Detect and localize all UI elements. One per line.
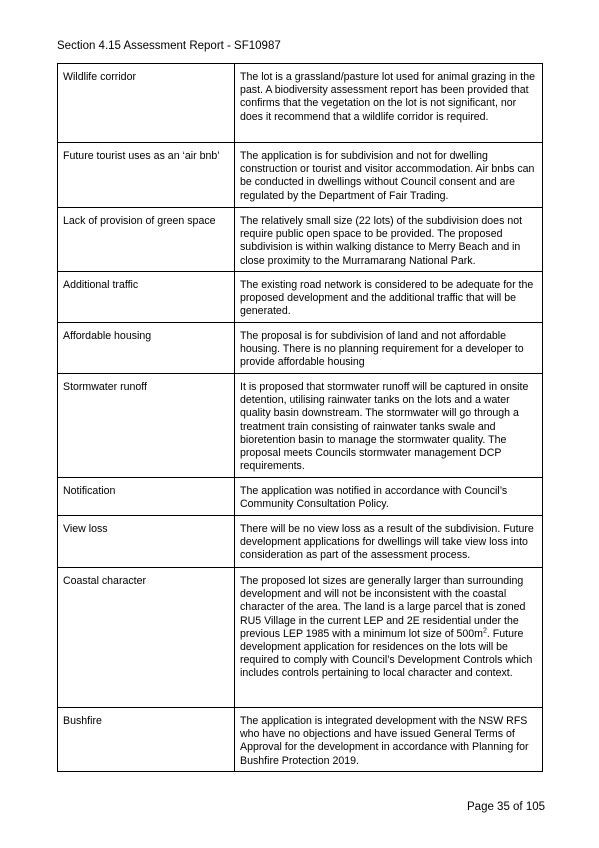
row-response bbox=[235, 568, 543, 708]
row-response: The existing road network is considered to be adequate for the proposed development and the additional traffic that will be generated. bbox=[235, 272, 543, 323]
superscript-2: 2 bbox=[483, 627, 487, 635]
table-row bbox=[58, 516, 543, 568]
row-topic: Notification bbox=[58, 478, 235, 516]
row-response: There will be no view loss as a result of the subdivision. Future development applications for dwellings will take view loss into consideration as part of the assessment process. bbox=[235, 516, 543, 568]
table-row bbox=[58, 568, 543, 708]
table-row bbox=[58, 374, 543, 478]
row-topic: View loss bbox=[58, 516, 235, 568]
row-response: The lot is a grassland/pasture lot used for animal grazing in the past. A biodiversity assessment report has been provided that confirms that the vegetation on the lot is not significant, nor does it recommend that a wildlife corridor is required. bbox=[235, 64, 543, 143]
table-row bbox=[58, 208, 543, 272]
row-response: The application is for subdivision and not for dwelling construction or tourist and visitor accommodation. Air bnbs can be conducted in dwellings without Council consent and are regulated by the Department of Fair Trading. bbox=[235, 143, 543, 208]
page-number: Page 35 of 105 bbox=[467, 801, 546, 813]
row-topic: Additional traffic bbox=[58, 272, 235, 323]
table-row bbox=[58, 478, 543, 516]
row-response: The application was notified in accordance with Council’s Community Consultation Policy. bbox=[235, 478, 543, 516]
row-response: The relatively small size (22 lots) of the subdivision does not require public open space to be provided. The proposed subdivision is within walking distance to Merry Beach and in close proximity to the Murramarang National Park. bbox=[235, 208, 543, 272]
row-response: The proposal is for subdivision of land and not affordable housing. There is no planning requirement for a developer to provide affordable housing bbox=[235, 323, 543, 374]
row-topic: Wildlife corridor bbox=[58, 64, 235, 143]
submissions-table bbox=[57, 63, 543, 772]
row-topic: Affordable housing bbox=[58, 323, 235, 374]
coastal-text-part-2: . Future development application for residences on the lots will be required to comply with Council’s Development Controls which includes controls pertaining to local character and context. bbox=[240, 627, 533, 680]
row-topic: Lack of provision of green space bbox=[58, 208, 235, 272]
table-row bbox=[58, 272, 543, 323]
row-response: It is proposed that stormwater runoff will be captured in onsite detention, utilising rainwater tanks on the lots and a water quality basin downstream. The stormwater will go through a treatment train consisting of rainwater tanks swale and bioretention basin to manage the stormwater quality. The proposal meets Councils stormwater management DCP requirements. bbox=[235, 374, 543, 478]
page-header: Section 4.15 Assessment Report - SF10987 bbox=[57, 40, 281, 52]
table-row bbox=[58, 708, 543, 772]
row-topic: Stormwater runoff bbox=[58, 374, 235, 478]
table-row bbox=[58, 64, 543, 143]
table-row bbox=[58, 143, 543, 208]
row-topic: Future tourist uses as an ‘air bnb’ bbox=[58, 143, 235, 208]
row-response: The application is integrated development with the NSW RFS who have no objections and have issued General Terms of Approval for the development in accordance with Planning for Bushfire Protection 2019. bbox=[235, 708, 543, 772]
row-topic: Bushfire bbox=[58, 708, 235, 772]
row-topic: Coastal character bbox=[58, 568, 235, 708]
table-row bbox=[58, 323, 543, 374]
coastal-text-part-1: The proposed lot sizes are generally larger than surrounding development and will not be inconsistent with the coastal character of the area. The land is a large parcel that is zoned RU5 Village in the current LEP and 2E residential under the previous LEP 1985 with a minimum lot size of 500m bbox=[240, 575, 526, 640]
